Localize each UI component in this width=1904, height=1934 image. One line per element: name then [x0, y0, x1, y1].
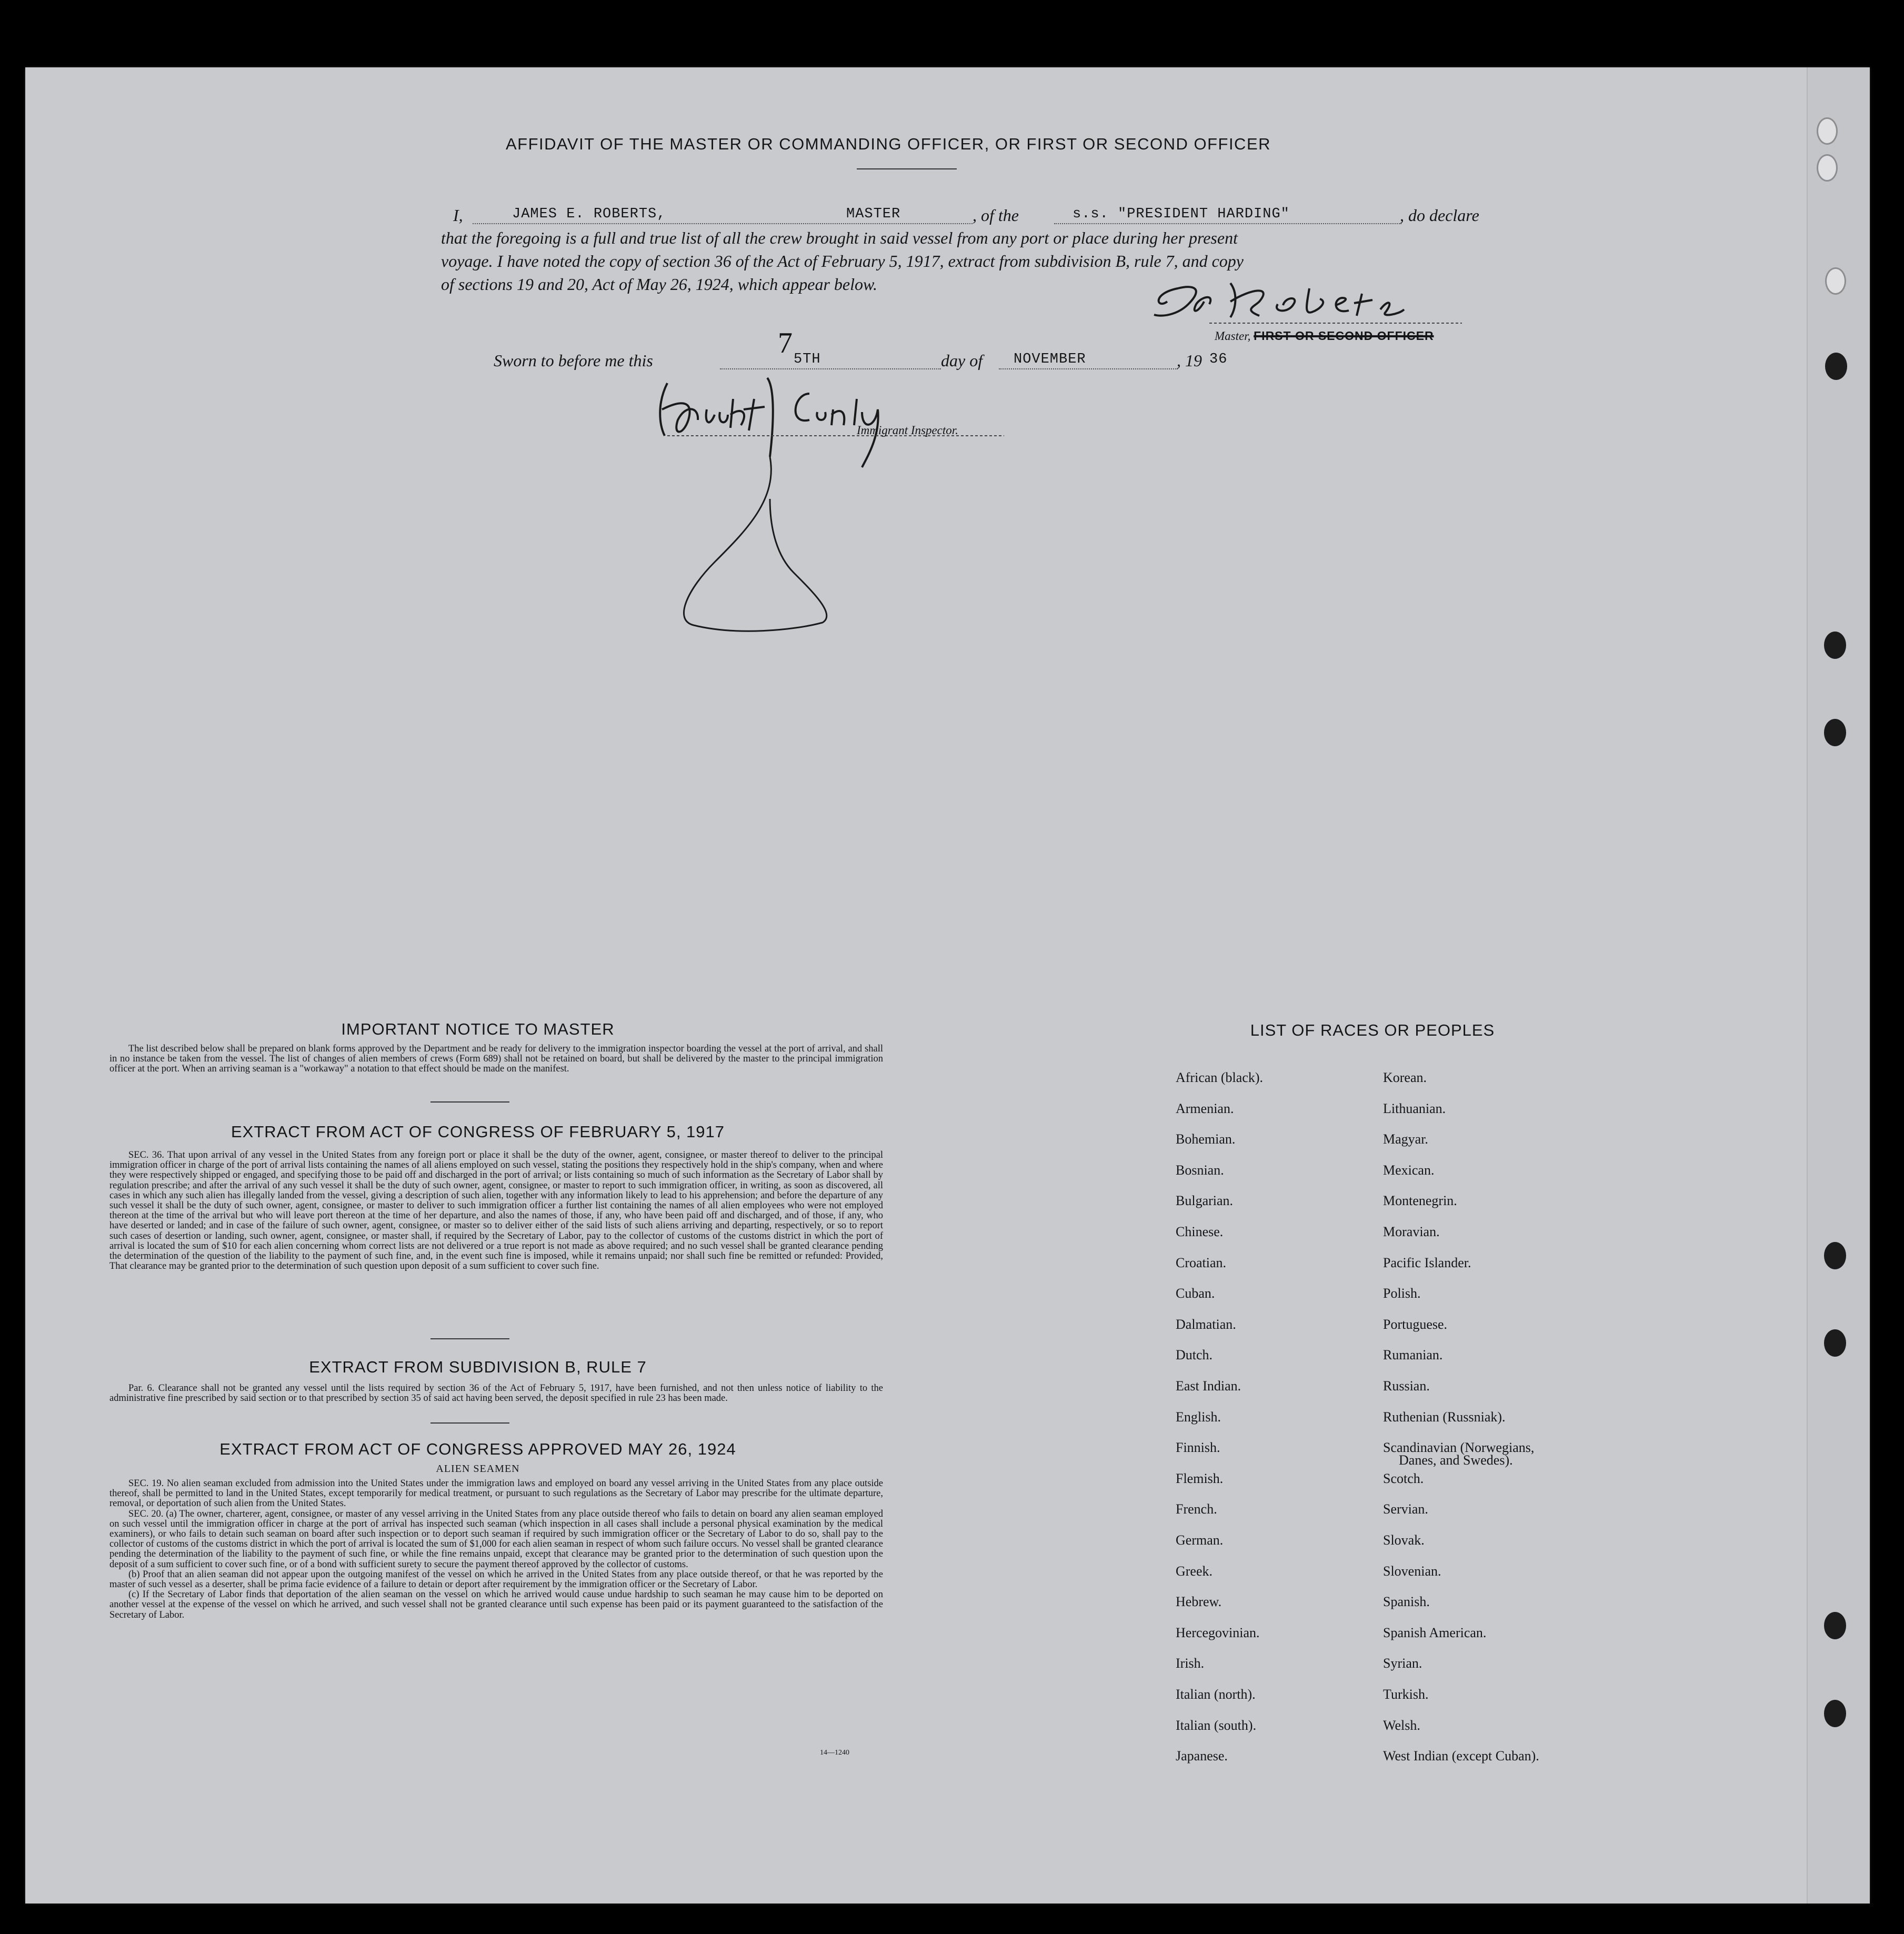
punch-hole: [1824, 1700, 1846, 1727]
of-the-label: , of the: [973, 206, 1019, 225]
race-item: French.: [1176, 1501, 1217, 1517]
form-page: [25, 67, 1870, 1903]
race-item: Pacific Islander.: [1383, 1255, 1471, 1270]
race-item: Slovenian.: [1383, 1563, 1441, 1579]
race-item: Bohemian.: [1176, 1131, 1236, 1147]
master-signature: [1146, 273, 1504, 330]
year-prefix: , 19: [1177, 351, 1202, 370]
punch-hole: [1817, 154, 1838, 182]
race-item: Italian (south).: [1176, 1717, 1257, 1733]
race-item: Armenian.: [1176, 1100, 1234, 1116]
extract-1917-text: SEC. 36. That upon arrival of any vessel in the United States from any foreign port or place it shall be the duty of the owner, agent, consignee, or master thereof to deliver to the principal immigration officer in charge of the port of arrival lists containing the names of all aliens employed on such vessel, stating the positions they respectively hold in the ship's company, when and where they were respectively shipped or engaged, and specifying those to be paid off and discharged in the port of arrival; or lists containing so much of such information as the Secretary of Labor shall by regulation prescribe; and after the arrival of any such vessel it shall be the duty of such owner, agent, consignee, or master to report to such immigration officer, in writing, as soon as discovered, all cases in which any such alien has illegally landed from the vessel, giving a description of such alien, together with any information likely to lead to his apprehension; and before the departure of any such vessel it shall be the duty of such owner, agent, consignee, or master to deliver to such immigration officer a further list containing the names of all alien employees who were not employed thereon at the time of the arrival but who will leave port thereon at the time of her departure, and also the names of those, if any, who have been paid off and discharged, and of those, if any, who have deserted or landed; and in case of the failure of such owner, agent, consignee, or master so to deliver either of the said lists of such aliens arriving and departing, respectively, or so to report such cases of desertion or landing, such owner, agent, consignee, or master shall, if required by the Secretary of Labor, pay to the collector of customs of the customs district in which the port of arrival is located the sum of $10 for each alien concerning whom correct lists are not delivered or a true report is not made as above required; and no such vessel shall be granted clearance pending the determination of the question of the liability to the payment of such fine, and, in the event such fine is imposed, while it remains unpaid; nor shall such fine be remitted or refunded: Provided, That clearance may be granted prior to the determination of such question upon deposit of a sum sufficient to cover such fine.: [109, 1150, 883, 1272]
punch-hole: [1817, 117, 1838, 145]
race-item: Greek.: [1176, 1563, 1213, 1579]
race-item: Cuban.: [1176, 1286, 1215, 1301]
punch-hole: [1824, 632, 1846, 659]
race-item: West Indian (except Cuban).: [1383, 1748, 1539, 1764]
punch-hole: [1825, 267, 1846, 295]
race-item: Bulgarian.: [1176, 1193, 1234, 1209]
punch-hole: [1824, 1242, 1846, 1269]
inspector-caption: Immigrant Inspector.: [857, 424, 958, 437]
inspector-signature: [636, 362, 1004, 657]
race-item: Portuguese.: [1383, 1316, 1448, 1332]
day-correction-handwritten: 7: [778, 327, 793, 359]
day-of-label: day of: [941, 351, 983, 370]
affidavit-line-1: [453, 204, 463, 227]
race-item: Rumanian.: [1383, 1347, 1443, 1363]
affidavit-line-3: voyage. I have noted the copy of section 36 of the Act of February 5, 1917, extract from subdivision B, rule 7, and copy: [441, 252, 1244, 270]
struck-officer-caption: FIRST OR SECOND OFFICER: [1254, 329, 1434, 343]
extract-1924-heading: EXTRACT FROM ACT OF CONGRESS APPROVED MAY 26, 1924: [219, 1440, 736, 1458]
race-item: African (black).: [1176, 1070, 1264, 1085]
extract-1917-heading: EXTRACT FROM ACT OF CONGRESS OF FEBRUARY 5, 1917: [231, 1123, 725, 1141]
master-caption: Master, FIRST OR SECOND OFFICER: [1215, 329, 1434, 343]
race-item: Bosnian.: [1176, 1162, 1224, 1178]
blank-line: [473, 223, 973, 224]
vessel-field: s.s. "PRESIDENT HARDING": [1073, 206, 1290, 222]
race-item: Hercegovinian.: [1176, 1625, 1260, 1640]
race-item: East Indian.: [1176, 1378, 1241, 1394]
race-item: English.: [1176, 1409, 1221, 1425]
title-underline: [857, 168, 957, 169]
race-item: Scandinavian (Norwegians,: [1383, 1440, 1535, 1456]
race-item: Scotch.: [1383, 1470, 1424, 1486]
punch-hole: [1824, 1612, 1846, 1639]
race-item: Japanese.: [1176, 1748, 1228, 1764]
race-item: Ruthenian (Russniak).: [1383, 1409, 1506, 1425]
sec20b: (b) Proof that an alien seaman did not appear upon the outgoing manifest of the vessel on which he arrived in the United States from any place outside thereof, or that he was reported by the master of such vessel as a deserter, shall be prima facie evidence of a failure to detain or deport after requirement by the immigration officer or the Secretary of Labor.: [109, 1569, 883, 1590]
races-list: [1146, 1070, 1620, 1765]
divider: [430, 1338, 509, 1339]
race-item: Croatian.: [1176, 1255, 1227, 1270]
punch-hole: [1824, 719, 1846, 746]
extract-1924-text: [109, 1479, 883, 1620]
form-number: 14—1240: [820, 1749, 849, 1757]
punch-hole: [1824, 1329, 1846, 1357]
sworn-prefix: Sworn to before me this: [494, 351, 653, 370]
race-item: Dalmatian.: [1176, 1316, 1236, 1332]
race-item: Syrian.: [1383, 1656, 1422, 1671]
race-item: Korean.: [1383, 1070, 1427, 1085]
races-heading: LIST OF RACES OR PEOPLES: [1250, 1021, 1495, 1039]
line1-prefix: I,: [453, 206, 463, 225]
do-declare-label: , do declare: [1400, 206, 1479, 225]
sworn-day-field: 5TH: [794, 352, 821, 367]
race-item: Montenegrin.: [1383, 1193, 1457, 1209]
race-item: Hebrew.: [1176, 1594, 1222, 1610]
race-item: Moravian.: [1383, 1224, 1440, 1239]
race-item: Italian (north).: [1176, 1687, 1256, 1702]
race-item: Spanish.: [1383, 1594, 1430, 1610]
affidavit-line-4: of sections 19 and 20, Act of May 26, 1924, which appear below.: [441, 275, 877, 294]
race-item: Chinese.: [1176, 1224, 1224, 1239]
race-item: Russian.: [1383, 1378, 1430, 1394]
race-item: Turkish.: [1383, 1687, 1429, 1702]
race-item: Welsh.: [1383, 1717, 1420, 1733]
sworn-month-field: NOVEMBER: [1014, 352, 1086, 367]
punch-hole: [1825, 353, 1847, 380]
sec20c: (c) If the Secretary of Labor finds that deportation of the alien seaman on the vessel on which he arrived would cause undue hardship to such seaman he may cause him to be deported on another vessel at the expense of the vessel on which he arrived, and such vessel shall not be granted clearance until such expense has been paid or its payment guaranteed to the satisfaction of the Secretary of Labor.: [109, 1589, 883, 1620]
race-item: Irish.: [1176, 1656, 1205, 1671]
affidavit-title: AFFIDAVIT OF THE MASTER OR COMMANDING OFFICER, OR FIRST OR SECOND OFFICER: [505, 135, 1271, 153]
race-item: Slovak.: [1383, 1532, 1425, 1548]
sec20a: SEC. 20. (a) The owner, charterer, agent, consignee, or master of any vessel arriving in the United States from any place outside thereof who fails to detain on board any alien seaman employed on such vessel until the immigration officer in charge at the port of arrival has inspected such seaman (which inspection in all cases shall include a personal physical examination by the medical examiners), or who fails to detain such seaman on board after such inspection or to deport such seaman if required by such immigration officer or the Secretary of Labor to do so, shall pay to the collector of customs of the customs district in which the port of arrival is located the sum of $1,000 for each alien seaman in respect of whom such failure occurs. No vessel shall be granted clearance pending the determination of the liability to the payment of such fine, or while the fine remains unpaid, except that clearance may be granted prior to the determination of such question upon the deposit of a sum sufficient to cover such fine, or of a bond with sufficient surety to secure the payment thereof approved by the collector of customs.: [109, 1508, 883, 1570]
notice-text: The list described below shall be prepared on blank forms approved by the Department and be ready for delivery to the immigration inspector boarding the vessel at the port of arrival, and shall in no instance be taken from the vessel. The list of changes of alien members of crews (Form 689) shall not be retained on board, but shall be delivered by the master to the principal immigration officer at the port. When an arriving seaman is a "workaway" a notation to that effect should be made on the manifest.: [109, 1044, 883, 1075]
rule7-heading: EXTRACT FROM SUBDIVISION B, RULE 7: [309, 1358, 647, 1376]
race-item: Servian.: [1383, 1501, 1428, 1517]
divider: [430, 1422, 509, 1424]
race-item: Mexican.: [1383, 1162, 1435, 1178]
alien-seamen-subheading: ALIEN SEAMEN: [436, 1463, 520, 1475]
race-item: Dutch.: [1176, 1347, 1213, 1363]
master-name-field: JAMES E. ROBERTS,: [512, 206, 666, 222]
rule7-text: Par. 6. Clearance shall not be granted any vessel until the lists required by section 36 of the Act of February 5, 1917, have been furnished, and not then unless notice of liability to the administrative fine prescribed by said section or to that prescribed by section 35 of said act having been served, the deposit specified in rule 23 has been made.: [109, 1383, 883, 1404]
blank-line: [1054, 223, 1401, 224]
race-item: Magyar.: [1383, 1131, 1428, 1147]
sec19: SEC. 19. No alien seaman excluded from admission into the United States under the immigration laws and employed on board any vessel arriving in the United States from any place outside thereof, shall be permitted to land in the United States, except temporarily for medical treatment, or pursuant to such regulations as the Secretary of Labor may prescribe for the ultimate departure, removal, or deportation of such alien from the United States.: [109, 1478, 883, 1509]
race-item: Spanish American.: [1383, 1625, 1487, 1640]
notice-heading: IMPORTANT NOTICE TO MASTER: [341, 1020, 615, 1038]
blank-line: [999, 368, 1178, 369]
sworn-year-field: 36: [1209, 352, 1228, 367]
race-item: German.: [1176, 1532, 1224, 1548]
affidavit-line-2: that the foregoing is a full and true list of all the crew brought in said vessel from any port or place during her present: [441, 228, 1238, 247]
race-item: Finnish.: [1176, 1440, 1220, 1456]
divider: [430, 1101, 509, 1103]
race-item: Polish.: [1383, 1286, 1421, 1301]
race-item: Flemish.: [1176, 1470, 1224, 1486]
race-item: Lithuanian.: [1383, 1100, 1446, 1116]
race-item-continued: Danes, and Swedes).: [1399, 1452, 1513, 1468]
rank-field: MASTER: [846, 206, 901, 222]
